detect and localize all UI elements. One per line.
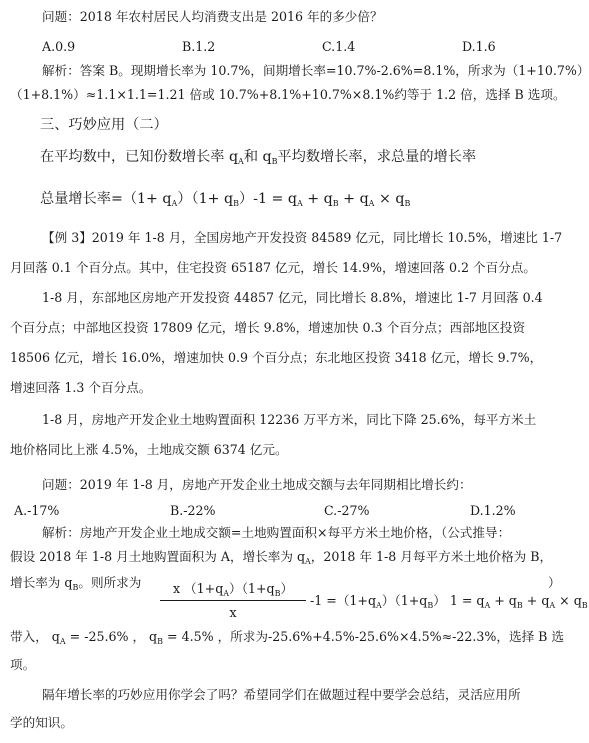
- q2-analysis-line-2: 假设 2018 年 1-8 月土地购置面积为 A，增长率为 $q_A$，2018 年 1-8 月每平方米土地价格为 B，: [10, 549, 553, 566]
- growth-formula: 总量增长率$=(1+ q_A)(1+ q_B)-1 = q_A + q_B + q_A \times q_B$: [40, 191, 411, 208]
- example-p1-line-2: 月回落 0.1 个百分点。其中，住宅投资 65187 亿元，增长 14.9%，增速回落 0.2 个百分点。: [10, 260, 536, 275]
- question-1: 问题：2018 年农村居民人均消费支出是 2016 年的多少倍？: [42, 9, 383, 24]
- example-p2-line-2: 个百分点；中部地区投资 17809 亿元，增长 9.8%，增速加快 0.3 个百分点；西部地区投资: [10, 320, 526, 335]
- q2-analysis-line-3: 增长率为 $q_B$。则所求为: [10, 575, 142, 592]
- closing-line-2: 学的知识。: [10, 715, 73, 730]
- question-2: 问题：2019 年 1-8 月，房地产开发企业土地成交额与去年同期相比增长约：: [42, 477, 472, 492]
- q2-analysis-last: 项。: [10, 657, 36, 672]
- example-p2-line-3: 18506 亿元，增长 16.0%，增速加快 0.9 个百分点；东北地区投资 3418 亿元，增长 9.7%，: [10, 350, 543, 365]
- q1-option-b: B.1.2: [182, 39, 216, 54]
- fraction-denominator: x: [229, 605, 237, 620]
- q1-analysis-line-1: 解析：答案 B。现期增长率为 10.7%，间期增长率=10.7%-2.6%=8.1%，所求为（1+10.7%）: [42, 63, 589, 78]
- fraction-numerator: x $(1+q_A)(1+q_B)$: [172, 581, 294, 598]
- q1-option-c: C.1.4: [322, 39, 356, 54]
- q1-option-d: D.1.6: [462, 39, 496, 54]
- example-p2-line-1: 1-8 月，东部地区房地产开发投资 44857 亿元，同比增长 8.8%，增速比 1-7 月回落 0.4: [42, 290, 543, 305]
- q2-option-c: C.-27%: [324, 503, 370, 518]
- fraction-bar: [160, 600, 306, 601]
- q2-derivation: $-1 =(1+q_A)(1+q_B) 1 = q_A + q_B + q_A \times q_B$: [310, 593, 588, 610]
- example-p3-line-2: 地价格同比上涨 4.5%，土地成交额 6374 亿元。: [10, 442, 288, 457]
- q2-option-a: A.-17%: [14, 503, 60, 518]
- q1-option-a: A.0.9: [42, 39, 76, 54]
- derivation-close-paren: ）: [548, 575, 561, 590]
- section-title: 三、巧妙应用（二）: [40, 117, 168, 133]
- q1-analysis-line-2: （1+8.1%）≈1.1×1.1=1.21 倍或 10.7%+8.1%+10.7%×8.1%约等于 1.2 倍，选择 B 选项。: [10, 87, 566, 102]
- closing-line-1: 隔年增长率的巧妙应用你学会了吗？希望同学们在做题过程中要学会总结，灵活应用所: [42, 687, 521, 702]
- q2-substitution-line: 带入， $q_A = -25.6\%$ ， $q_B = 4.5\%$ ，所求为-25.6%+4.5%-25.6%×4.5%≈-22.3%，选择 B 选: [10, 629, 565, 646]
- q2-analysis-line-1: 解析：房地产开发企业土地成交额=土地购置面积×每平方米土地价格，（公式推导：: [42, 525, 511, 540]
- q2-option-d: D.1.2%: [470, 503, 516, 518]
- section-intro: 在平均数中，已知份数增长率 $q_A$和 $q_B$平均数增长率，求总量的增长率: [40, 149, 477, 166]
- example-p3-line-1: 1-8 月，房地产开发企业土地购置面积 12236 万平方米，同比下降 25.6%，每平方米土: [42, 412, 537, 427]
- question-2-options: [0, 502, 578, 520]
- q2-option-b: B.-22%: [170, 503, 216, 518]
- question-1-options: [0, 38, 578, 56]
- example-p2-line-4: 增速回落 1.3 个百分点。: [10, 380, 152, 395]
- example-p1-line-1: 【例 3】2019 年 1-8 月，全国房地产开发投资 84589 亿元，同比增长 10.5%，增速比 1-7: [42, 230, 563, 245]
